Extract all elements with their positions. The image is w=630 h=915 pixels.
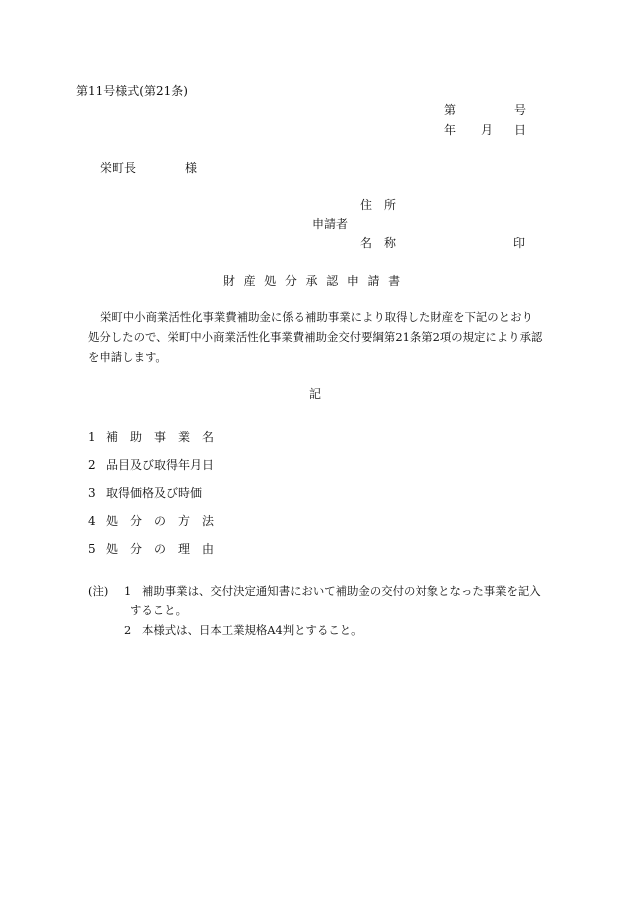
item-4-label: 処 分 の 方 法 [106, 514, 215, 528]
item-1-number: 1 [88, 430, 96, 444]
item-2-label: 品目及び取得年月日 [106, 458, 215, 472]
note-2-text: 本様式は、日本工業規格A4判とすること。 [142, 623, 363, 637]
note-1-line-1: 補助事業は、交付決定通知書において補助金の交付の対象となった事業を記入 [142, 584, 541, 598]
form-number: 第11号様式(第21条) [76, 84, 188, 98]
date-year: 年 [444, 123, 457, 137]
applicant-label: 申請者 [312, 217, 349, 231]
body-line-1: 栄町中小商業活性化事業費補助金に係る補助事業により取得した財産を下記のとおり [100, 310, 533, 324]
note-1-line-2: すること。 [130, 603, 187, 617]
body-line-2: 処分したので、栄町中小商業活性化事業費補助金交付要綱第21条第2項の規定により承認 [88, 330, 543, 344]
address-label: 住 所 [360, 198, 397, 212]
body-line-3: を申請します。 [88, 350, 167, 364]
item-1-label: 補 助 事 業 名 [106, 430, 215, 444]
ki-heading: 記 [309, 387, 322, 401]
item-2-number: 2 [88, 458, 96, 472]
notes-prefix: (注) [88, 584, 109, 598]
item-5-number: 5 [88, 542, 96, 556]
note-1-number: 1 [124, 584, 132, 598]
doc-number-dai: 第 [444, 103, 457, 117]
item-4-number: 4 [88, 514, 96, 528]
item-3-number: 3 [88, 486, 96, 500]
document-title: 財産処分承認申請書 [223, 274, 409, 288]
doc-number-go: 号 [514, 103, 527, 117]
addressee-name: 栄町長 [100, 161, 137, 175]
item-3-label: 取得価格及び時価 [106, 486, 203, 500]
item-5-label: 処 分 の 理 由 [106, 542, 215, 556]
addressee-honorific: 様 [185, 161, 198, 175]
name-label: 名 称 [360, 236, 397, 250]
seal-mark: 印 [513, 236, 526, 250]
date-day: 日 [514, 123, 527, 137]
date-month: 月 [481, 123, 494, 137]
note-2-number: 2 [124, 623, 132, 637]
